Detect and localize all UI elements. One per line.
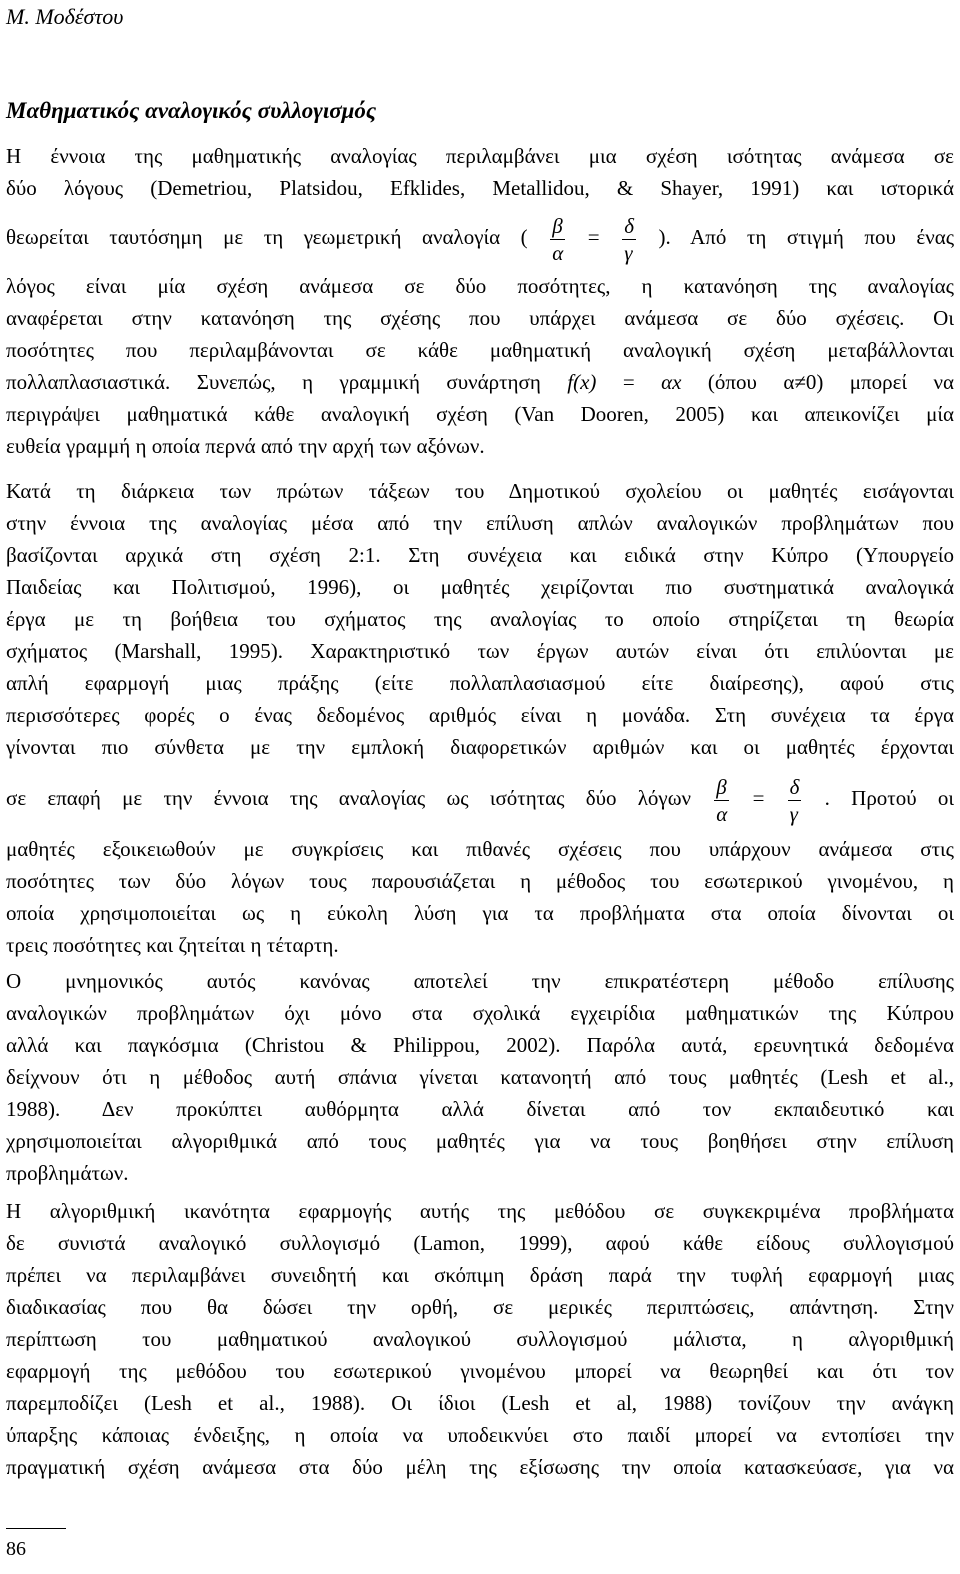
text-line: 1988). Δεν προκύπτει αυθόρμητα αλλά δίνεται από τον εκπαιδευτικό και: [6, 1097, 954, 1121]
paragraph-1: [6, 140, 954, 462]
text-line: μαθητές εξοικειωθούν με συγκρίσεις και πιθανές σχέσεις που υπάρχουν ανάμεσα στις: [6, 837, 954, 861]
text-fragment: πολλαπλασιαστικά. Συνεπώς, η γραμμική συνάρτηση: [6, 370, 568, 394]
text-line: βασίζονται αρχικά στη σχέση 2:1. Στη συνέχεια και ειδικά στην Κύπρο (Υπουργείο: [6, 543, 954, 567]
text-line: ποσότητες που περιλαμβάνονται σε κάθε μαθηματική αναλογική σχέση μεταβάλλονται: [6, 338, 954, 362]
text-line: προβλημάτων.: [6, 1161, 129, 1185]
fraction-beta-alpha: [550, 213, 565, 266]
text-fragment: σε επαφή με την έννοια της αναλογίας ως ισότητας δύο λόγων: [6, 786, 692, 810]
text-line: περισσότερες φορές ο ένας δεδομένος αριθμός είναι η μονάδα. Στη συνέχεια τα έργα: [6, 703, 954, 727]
fraction-numerator: β: [714, 774, 729, 801]
fraction-numerator: β: [550, 213, 565, 240]
math-ax: αx: [661, 370, 682, 394]
text-line: αναφέρεται στην κατανόηση της σχέσης που υπάρχει ανάμεσα σε δύο σχέσεις. Οι: [6, 306, 954, 330]
text-line-with-fraction: [6, 763, 954, 833]
text-line: χρησιμοποιείται αλγοριθμικά από τους μαθητές για να τους βοηθήσει στην επίλυση: [6, 1129, 954, 1153]
text-line: περίπτωση του μαθηματικού αναλογικού συλλογισμού μάλιστα, η αλγοριθμική: [6, 1327, 954, 1351]
text-line: δείχνουν ότι η μέθοδος αυτή σπάνια γίνεται κατανοητή από τους μαθητές (Lesh et al.,: [6, 1065, 954, 1089]
text-line: τρεις ποσότητες και ζητείται η τέταρτη.: [6, 933, 339, 957]
text-line: διαδικασίας που θα δώσει την ορθή, σε μερικές περιπτώσεις, απάντηση. Στην: [6, 1295, 954, 1319]
paragraph-4: [6, 1195, 954, 1483]
text-line: δύο λόγους (Demetriou, Platsidou, Efklides, Metallidou, & Shayer, 1991) και ιστορικά: [6, 176, 954, 200]
fraction-denominator: α: [552, 240, 564, 265]
text-line: Κατά τη διάρκεια των πρώτων τάξεων του Δημοτικού σχολείου οι μαθητές εισάγονται: [6, 479, 954, 503]
page-number: 86: [6, 1538, 26, 1560]
equals-sign: =: [752, 786, 765, 810]
text-fragment: (όπου α≠0) μπορεί να: [681, 370, 954, 394]
paragraph-3: [6, 965, 954, 1189]
text-line: λόγος είναι μία σχέση ανάμεσα σε δύο ποσότητες, η κατανόηση της αναλογίας: [6, 274, 954, 298]
fraction-delta-gamma: [788, 774, 802, 827]
text-line: αλλά και παγκόσμια (Christou & Philippou, 2002). Παρόλα αυτά, ερευνητικά δεδομένα: [6, 1033, 954, 1057]
text-line: γίνονται πιο σύνθετα με την εμπλοκή διαφορετικών αριθμών και οι μαθητές έρχονται: [6, 735, 954, 759]
text-line: σχήματος (Marshall, 1995). Χαρακτηριστικό των έργων αυτών είναι ότι επιλύονται με: [6, 639, 954, 663]
text-line: Η έννοια της μαθηματικής αναλογίας περιλαμβάνει μια σχέση ισότητας ανάμεσα σε: [6, 144, 954, 168]
paragraph-2: [6, 475, 954, 961]
text-line: πραγματική σχέση ανάμεσα στα δύο μέλη της εξίσωσης την οποία κατασκεύασε, για να: [6, 1455, 954, 1479]
running-header: Μ. Μοδέστου: [6, 4, 124, 29]
text-line: παρεμποδίζει (Lesh et al., 1988). Οι ίδιοι (Lesh et al, 1988) τονίζουν την ανάγκη: [6, 1391, 954, 1415]
text-line: ευθεία γραμμή η οποία περνά από την αρχή των αξόνων.: [6, 434, 485, 458]
text-line: απλή εφαρμογή μιας πράξης (είτε πολλαπλασιασμού είτε διαίρεσης), αφού στις: [6, 671, 954, 695]
fraction-delta-gamma: [622, 213, 636, 266]
text-line: εφαρμογή της μεθόδου του εσωτερικού γινομένου μπορεί να θεωρηθεί και ότι τον: [6, 1359, 954, 1383]
text-fragment: ). Από τη στιγμή που ένας: [658, 225, 954, 249]
section-title: Μαθηματικός αναλογικός συλλογισμός: [6, 98, 377, 123]
fraction-denominator: α: [716, 801, 728, 826]
text-line-with-fraction: [6, 204, 954, 270]
text-fragment: . Προτού οι: [824, 786, 954, 810]
fraction-denominator: γ: [624, 240, 633, 265]
text-line: δε συνιστά αναλογικό συλλογισμό (Lamon, 1999), αφού κάθε είδους συλλογισμού: [6, 1231, 954, 1255]
text-fragment: θεωρείται ταυτόσημη με τη γεωμετρική αναλογία (: [6, 225, 528, 249]
text-line: οποία χρησιμοποιείται ως η εύκολη λύση για τα προβλήματα στα οποία δίνονται οι: [6, 901, 954, 925]
text-line: ποσότητες των δύο λόγων τους παρουσιάζεται η μέθοδος του εσωτερικού γινομένου, η: [6, 869, 954, 893]
footer-rule: [6, 1528, 66, 1529]
text-line: ύπαρξης κάποιας ένδειξης, η οποία να υποδεικνύει στο παιδί μπορεί να εντοπίσει την: [6, 1423, 954, 1447]
math-fx: f(x): [567, 370, 597, 394]
text-line: Η αλγοριθμική ικανότητα εφαρμογής αυτής της μεθόδου σε συγκεκριμένα προβλήματα: [6, 1199, 954, 1223]
text-line: αναλογικών προβλημάτων όχι μόνο στα σχολικά εγχειρίδια μαθηματικών της Κύπρου: [6, 1001, 954, 1025]
text-line: [6, 366, 954, 398]
text-line: Ο μνημονικός αυτός κανόνας αποτελεί την επικρατέστερη μέθοδο επίλυσης: [6, 969, 954, 993]
text-line: στην έννοια της αναλογίας μέσα από την επίλυση απλών αναλογικών προβλημάτων που: [6, 511, 954, 535]
fraction-beta-alpha: [714, 774, 729, 827]
fraction-numerator: δ: [624, 213, 634, 238]
fraction-numerator: δ: [789, 774, 800, 799]
text-line: έργα με τη βοήθεια του σχήματος της αναλογίας το οποίο στηρίζεται τη θεωρία: [6, 607, 954, 631]
text-line: πρέπει να περιλαμβάνει συνειδητή και σκόπιμη δράση παρά την τυφλή εφαρμογή μιας: [6, 1263, 954, 1287]
text-line: περιγράψει μαθηματικά κάθε αναλογική σχέση (Van Dooren, 2005) και απεικονίζει μία: [6, 402, 954, 426]
text-fragment: =: [596, 370, 662, 394]
text-line: Παιδείας και Πολιτισμού, 1996), οι μαθητές χειρίζονται πιο συστηματικά αναλογικά: [6, 575, 954, 599]
fraction-denominator: γ: [789, 801, 798, 826]
equals-sign: =: [587, 225, 600, 249]
